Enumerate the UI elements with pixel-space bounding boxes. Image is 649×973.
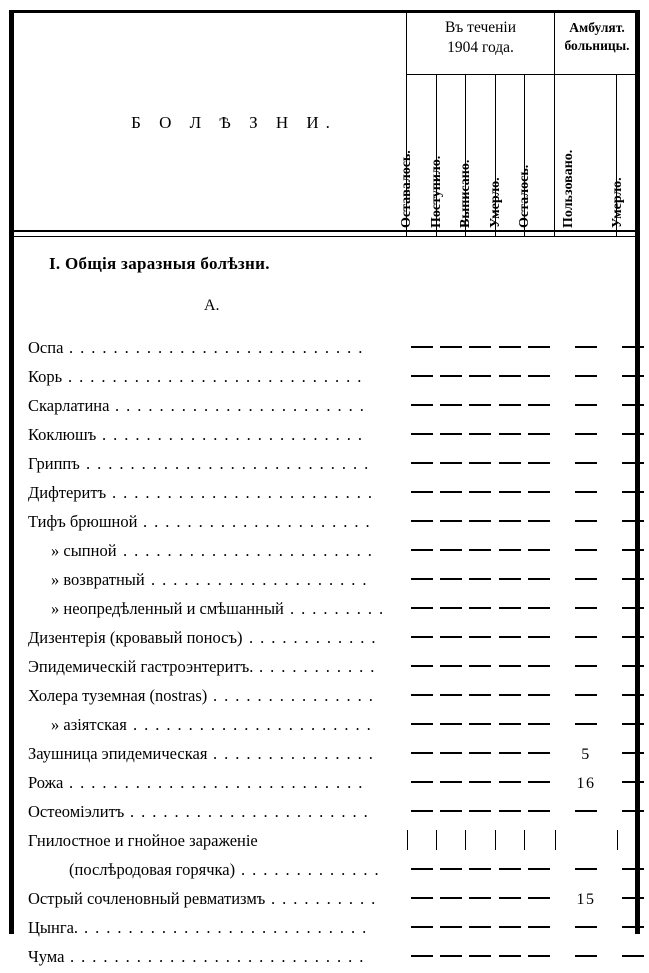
cell-vypisano [465,657,495,679]
cell-polzovano [555,628,617,650]
disease-rows [9,335,640,973]
group-header-ambulatory-line1: Амбулят. [569,20,625,35]
dot-leader: ............... [213,686,380,705]
cell-postupilo [436,338,465,360]
cell-postupilo [436,889,465,911]
dot-leader: ........................ [102,425,369,444]
table-row [9,480,640,509]
cell-umerlo2 [617,454,649,476]
cell-polzovano [555,715,617,737]
group-header-ambulatory [557,19,637,55]
cell-ostalos [524,831,554,853]
cell-postupilo [436,425,465,447]
cell-ostalos [524,657,554,679]
table-row [9,857,640,886]
cell-postupilo [436,744,465,766]
disease-name: Цынга. [28,918,79,937]
cell-umerlo1 [495,802,524,824]
table-row [9,741,640,770]
cell-tick-mark [524,830,525,850]
table-row [9,393,640,422]
cell-vypisano [465,686,495,708]
dot-leader: ...................... [130,802,375,821]
table-row [9,567,640,596]
dot-leader: ..................... [143,512,377,531]
cell-umerlo1 [495,773,524,795]
cell-ostavalos [407,686,436,708]
dot-leader: ............... [213,744,380,763]
cell-ostavalos [407,483,436,505]
disease-name: Холера туземная (nostras) [28,686,208,705]
cell-vypisano [465,831,495,853]
dot-leader: ........................ [112,483,379,502]
cell-ostalos [524,918,554,940]
table-row [9,915,640,944]
cell-ostavalos [407,715,436,737]
cell-postupilo [436,947,465,969]
column-header-ostavalos-label: Оставалось. [399,150,414,228]
header-body-separator-lower [9,236,640,237]
disease-name: Тифъ брюшной [28,512,138,531]
table-row [9,364,640,393]
cell-umerlo1 [495,889,524,911]
cell-polzovano [555,686,617,708]
cell-ostavalos [407,947,436,969]
cell-vypisano [465,396,495,418]
cell-ostalos [524,396,554,418]
cell-polzovano [555,454,617,476]
table-row [9,596,640,625]
column-header-vypisano-label: Выписано. [458,159,473,228]
cell-postupilo [436,715,465,737]
cell-umerlo1 [495,918,524,940]
dot-leader: .......... [271,889,383,908]
disease-name: Скарлатина [28,396,110,415]
cell-ostalos [524,860,554,882]
table-row [9,422,640,451]
cell-postupilo [436,918,465,940]
disease-name: Острый сочленовный ревматизмъ [28,889,266,908]
cell-vypisano [465,425,495,447]
cell-umerlo1 [495,831,524,853]
cell-umerlo1 [495,367,524,389]
cell-ostalos [524,599,554,621]
cell-umerlo1 [495,570,524,592]
cell-umerlo1 [495,947,524,969]
section-subheading: А. [204,297,220,314]
cell-polzovano [555,483,617,505]
cell-umerlo2 [617,947,649,969]
cell-vypisano [465,918,495,940]
cell-polzovano [555,599,617,621]
dot-leader: ....................... [123,541,379,560]
table-row [9,509,640,538]
cell-postupilo [436,860,465,882]
cell-postupilo [436,802,465,824]
dot-leader: ........................... [69,338,370,357]
cell-ostalos [524,570,554,592]
cell-vypisano [465,773,495,795]
cell-ostavalos [407,454,436,476]
disease-name: » сыпной [51,541,117,560]
disease-name: Чума [28,947,65,966]
dot-leader: ........................... [68,367,369,386]
cell-umerlo2 [617,657,649,679]
cell-umerlo1 [495,686,524,708]
cell-vypisano [465,947,495,969]
column-header-ostalos-label: Осталось. [517,164,532,228]
cell-vypisano [465,889,495,911]
cell-polzovano: 5 [581,746,591,763]
cell-ostalos [524,715,554,737]
cell-umerlo2 [617,860,649,882]
disease-name: » возвратный [51,570,145,589]
column-header-umerlo-ambulatory [610,82,648,232]
dot-leader: .......................... [86,454,376,473]
cell-vypisano [465,454,495,476]
cell-umerlo2 [617,802,649,824]
group-header-year [407,18,554,58]
cell-ostalos [524,512,554,534]
cell-umerlo1 [495,715,524,737]
cell-vypisano [465,570,495,592]
dot-leader [264,830,401,852]
disease-name: Рожа [28,773,64,792]
cell-ostavalos [407,541,436,563]
table-row [9,828,640,857]
cell-ostavalos [407,425,436,447]
cell-umerlo2 [617,773,649,795]
cell-postupilo [436,541,465,563]
cell-postupilo [436,686,465,708]
dot-leader: ............ [249,628,383,647]
disease-name: Заушница эпидемическая [28,744,208,763]
cell-vypisano [465,599,495,621]
cell-umerlo2 [617,715,649,737]
group-header-year-line2: 1904 года. [447,39,514,56]
table-header [9,10,640,236]
table-row [9,683,640,712]
cell-ostavalos [407,773,436,795]
page-title: Б О Л Ѣ З Н И. [131,113,337,132]
cell-umerlo2 [617,367,649,389]
table-row [9,886,640,915]
disease-name: » неопредѣленный и смѣшанный [51,599,284,618]
cell-polzovano [555,367,617,389]
cell-ostavalos [407,860,436,882]
cell-polzovano [555,831,617,853]
cell-vypisano [465,512,495,534]
cell-ostavalos [407,657,436,679]
table-row [9,944,640,973]
dot-leader: ....................... [115,396,371,415]
group-header-underline-ambulatory [555,74,635,75]
column-header-postupilo-label: Поступило. [429,155,444,228]
cell-umerlo2 [617,628,649,650]
cell-ostalos [524,802,554,824]
disease-name: Дифтеритъ [28,483,107,502]
cell-vypisano [465,628,495,650]
cell-ostalos [524,628,554,650]
cell-umerlo1 [495,454,524,476]
cell-ostavalos [407,889,436,911]
dot-leader: ............. [241,860,386,879]
disease-name: (послѣродовая горячка) [69,860,236,879]
cell-umerlo2 [617,396,649,418]
table-row [9,770,640,799]
cell-postupilo [436,396,465,418]
cell-ostavalos [407,512,436,534]
cell-umerlo1 [495,599,524,621]
cell-umerlo2 [617,918,649,940]
cell-umerlo1 [495,396,524,418]
cell-umerlo2 [617,889,649,911]
cell-umerlo2 [617,338,649,360]
table-body [9,240,640,966]
cell-tick-mark [436,830,437,850]
cell-polzovano [555,570,617,592]
column-header-ostalos [517,82,555,232]
group-header-year-line1: Въ теченіи [444,19,517,36]
cell-ostavalos [407,802,436,824]
cell-ostavalos [407,367,436,389]
cell-umerlo1 [495,628,524,650]
cell-ostalos [524,947,554,969]
cell-umerlo2 [617,483,649,505]
cell-umerlo1 [495,512,524,534]
table-row [9,712,640,741]
table-row [9,799,640,828]
table-row [9,625,640,654]
cell-ostavalos [407,570,436,592]
cell-umerlo2 [617,831,649,853]
cell-postupilo [436,773,465,795]
dot-leader: ........................... [70,947,371,966]
table-row [9,654,640,683]
cell-ostalos [524,483,554,505]
cell-ostavalos [407,338,436,360]
cell-postupilo [436,628,465,650]
cell-polzovano [555,512,617,534]
cell-vypisano [465,744,495,766]
cell-ostalos [524,541,554,563]
table-row [9,538,640,567]
cell-polzovano: 16 [576,775,596,792]
cell-ostalos [524,425,554,447]
cell-umerlo2 [617,686,649,708]
dot-leader: ...................... [133,715,378,734]
disease-name: Оспа [28,338,64,357]
cell-vypisano [465,367,495,389]
cell-umerlo1 [495,860,524,882]
cell-postupilo [436,483,465,505]
cell-vypisano [465,715,495,737]
table-row [9,335,640,364]
cell-umerlo1 [495,338,524,360]
disease-name: Гриппъ [28,454,80,473]
cell-polzovano [555,860,617,882]
column-header-polzovano [561,82,599,232]
cell-ostavalos [407,831,436,853]
table-row [9,451,640,480]
cell-postupilo [436,512,465,534]
cell-ostavalos [407,628,436,650]
cell-ostavalos [407,396,436,418]
cell-tick-mark [465,830,466,850]
section-heading: I. Общія заразныя болѣзни. [49,254,270,273]
cell-polzovano [555,396,617,418]
cell-umerlo1 [495,541,524,563]
cell-vypisano [465,483,495,505]
dot-leader: ........................... [69,773,370,792]
cell-umerlo2 [617,570,649,592]
cell-polzovano [555,425,617,447]
cell-postupilo [436,657,465,679]
disease-name: » азіятская [51,715,127,734]
header-body-separator-upper [9,230,640,232]
cell-vypisano [465,860,495,882]
cell-ostalos [524,338,554,360]
cell-polzovano [555,657,617,679]
cell-vypisano [465,802,495,824]
disease-name: Остеоміэлитъ [28,802,125,821]
column-header-umerlo2-label: Умерло. [610,177,625,228]
cell-umerlo2 [617,541,649,563]
cell-polzovano [555,947,617,969]
cell-umerlo1 [495,425,524,447]
cell-ostalos [524,889,554,911]
cell-vypisano [465,541,495,563]
cell-ostalos [524,686,554,708]
cell-ostalos [524,744,554,766]
disease-name: Гнилостное и гнойное зараженіе [28,831,258,850]
dot-leader: .......................... [84,918,374,937]
cell-postupilo [436,367,465,389]
cell-postupilo [436,599,465,621]
cell-postupilo [436,831,465,853]
column-header-umerlo1-label: Умерло. [488,177,503,228]
cell-polzovano [555,918,617,940]
disease-name: Эпидемическій гастроэнтеритъ. [28,657,254,676]
cell-postupilo [436,570,465,592]
disease-name: Корь [28,367,63,386]
cell-ostavalos [407,918,436,940]
cell-umerlo1 [495,744,524,766]
cell-tick-mark [407,830,408,850]
cell-polzovano: 15 [576,891,596,908]
dot-leader: .................... [151,570,374,589]
cell-ostavalos [407,599,436,621]
cell-umerlo1 [495,657,524,679]
cell-vypisano [465,338,495,360]
cell-ostalos [524,773,554,795]
cell-umerlo2 [617,425,649,447]
dot-leader: ......... [290,599,391,618]
column-header-polzovano-label: Пользовано. [561,149,576,228]
cell-umerlo2 [617,744,649,766]
disease-name: Дизентерія (кровавый поносъ) [28,628,243,647]
dot-leader: ........... [259,657,382,676]
cell-postupilo [436,454,465,476]
cell-ostalos [524,454,554,476]
cell-polzovano [555,541,617,563]
disease-name: Коклюшъ [28,425,97,444]
cell-polzovano [555,802,617,824]
cell-ostalos [524,367,554,389]
cell-polzovano [555,338,617,360]
group-header-ambulatory-line2: больницы. [564,38,630,53]
group-header-underline-year [407,74,555,75]
cell-umerlo1 [495,483,524,505]
cell-umerlo2 [617,599,649,621]
cell-tick-mark [495,830,496,850]
cell-ostavalos [407,744,436,766]
cell-tick-mark [555,830,556,850]
cell-tick-mark [617,830,618,850]
cell-umerlo2 [617,512,649,534]
